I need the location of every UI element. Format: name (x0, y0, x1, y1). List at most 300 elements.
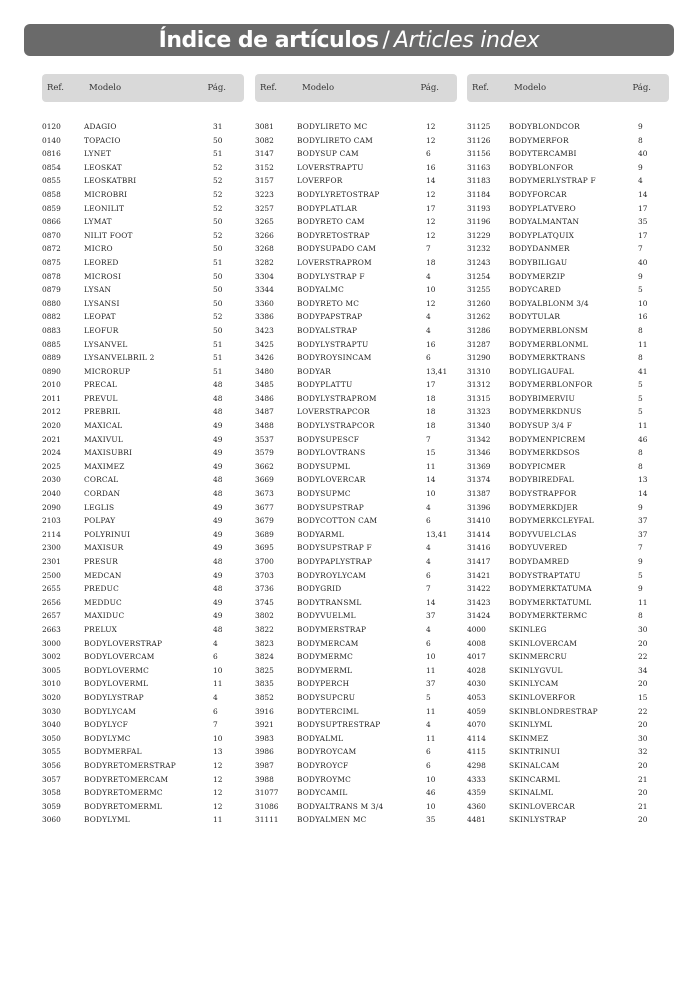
index-row (467, 215, 669, 229)
model-cell: BODYBIMERVIU (509, 393, 575, 403)
page-cell: 50 (213, 271, 223, 281)
index-row (255, 623, 457, 637)
model-cell: BODYLYMC (84, 733, 131, 743)
model-cell: PRELUX (84, 624, 118, 634)
index-row (467, 338, 669, 352)
ref-cell: 3736 (255, 584, 274, 594)
page-cell: 14 (638, 189, 648, 199)
index-row (467, 732, 669, 746)
index-row (255, 501, 457, 515)
model-cell: BODYMENPICREM (509, 434, 586, 444)
index-row (255, 732, 457, 746)
ref-cell: 3056 (42, 760, 61, 770)
model-cell: MAXIVUL (84, 434, 123, 444)
page-cell: 6 (213, 652, 218, 662)
index-row (42, 541, 244, 555)
index-row (42, 691, 244, 705)
ref-cell: 31287 (467, 339, 491, 349)
model-cell: BODYLYCF (84, 720, 128, 730)
model-cell: BODYBIREDFAL (509, 475, 574, 485)
index-row (255, 120, 457, 134)
page-cell: 13 (638, 475, 648, 485)
ref-cell: 31111 (255, 815, 279, 825)
page-cell: 52 (213, 162, 223, 172)
ref-cell: 3059 (42, 801, 61, 811)
ref-cell: 3700 (255, 557, 274, 566)
page-cell: 14 (426, 597, 436, 607)
page-cell: 12 (426, 298, 436, 308)
model-cell: LEOFUR (84, 325, 119, 335)
model-cell: BODYPERCH (297, 679, 350, 689)
header-modelo: Modelo (514, 83, 547, 93)
index-row (42, 664, 244, 678)
index-row (255, 324, 457, 338)
model-cell: BODYSUPML (297, 461, 350, 471)
ref-cell: 0878 (42, 271, 61, 281)
page-cell: 6 (426, 149, 431, 159)
model-cell: BODYCOTTON CAM (297, 516, 378, 526)
page-cell: 4 (213, 692, 218, 702)
page-cell: 5 (638, 380, 643, 390)
page-cell: 37 (426, 679, 436, 689)
index-row (255, 229, 457, 243)
index-row (255, 473, 457, 487)
page-cell: 10 (426, 489, 436, 499)
ref-cell: 31243 (467, 257, 491, 267)
index-row (467, 297, 669, 311)
index-row (255, 569, 457, 583)
page-cell: 6 (426, 570, 431, 580)
index-row (255, 541, 457, 555)
model-cell: PREVUL (84, 393, 118, 403)
model-cell: BODYMERKDSOS (509, 448, 580, 458)
index-row (255, 161, 457, 175)
page-cell: 22 (638, 706, 648, 716)
model-cell: BODYLYSTRAPROM (297, 393, 377, 403)
page-cell: 12 (426, 135, 436, 145)
page-cell: 9 (638, 122, 643, 131)
index-row (255, 705, 457, 719)
index-row (467, 188, 669, 202)
model-cell: LYMAT (84, 217, 112, 227)
index-row (42, 514, 244, 528)
header-ref: Ref. (47, 83, 64, 93)
model-cell: BODYLYML (84, 815, 130, 825)
model-cell: BODYRETOMERSTRAP (84, 760, 176, 770)
index-row (255, 609, 457, 623)
ref-cell: 3916 (255, 706, 274, 716)
model-cell: BODYMERFAL (84, 747, 142, 757)
page-cell: 5 (638, 393, 643, 403)
page-cell: 12 (426, 230, 436, 240)
model-cell: BODYLYRETOSTRAP (297, 189, 380, 199)
ref-cell: 31342 (467, 434, 491, 444)
model-cell: BODYCAMIL (297, 788, 348, 798)
page-cell: 10 (213, 733, 223, 743)
ref-cell: 3677 (255, 502, 274, 512)
index-row (467, 256, 669, 270)
ref-cell: 3257 (255, 203, 274, 213)
index-column-3 (467, 74, 669, 825)
page-cell: 18 (426, 393, 436, 403)
ref-cell: 0872 (42, 244, 61, 254)
model-cell: BODYDAMRED (509, 557, 570, 566)
page-cell: 12 (426, 189, 436, 199)
index-row (467, 433, 669, 447)
page-cell: 49 (213, 434, 223, 444)
model-cell: SKINTRINUI (509, 747, 560, 757)
page-cell: 5 (638, 285, 643, 295)
page-cell: 11 (426, 665, 436, 675)
model-cell: BODYTERCIML (297, 706, 359, 716)
ref-cell: 31346 (467, 448, 491, 458)
page-cell: 49 (213, 502, 223, 512)
index-row (467, 745, 669, 759)
model-cell: LOVERSTRAPCOR (297, 407, 370, 417)
index-row (255, 460, 457, 474)
index-row (255, 650, 457, 664)
ref-cell: 0140 (42, 135, 61, 145)
ref-cell: 3152 (255, 162, 274, 172)
page-cell: 10 (213, 665, 223, 675)
index-row (467, 623, 669, 637)
index-row (42, 147, 244, 161)
index-row (42, 338, 244, 352)
ref-cell: 31232 (467, 244, 491, 254)
ref-cell: 2025 (42, 461, 61, 471)
page-cell: 51 (213, 339, 223, 349)
index-row (42, 637, 244, 651)
ref-cell: 31374 (467, 475, 491, 485)
page-cell: 50 (213, 135, 223, 145)
ref-cell: 3822 (255, 624, 274, 634)
page-cell: 4 (426, 271, 431, 281)
page-cell: 9 (638, 162, 643, 172)
title-separator: / (382, 27, 390, 53)
model-cell: BODYTRANSML (297, 597, 362, 607)
ref-cell: 31290 (467, 353, 491, 363)
page-cell: 7 (426, 244, 431, 254)
ref-cell: 31196 (467, 217, 491, 227)
page-cell: 4 (426, 624, 431, 634)
page-cell: 52 (213, 312, 223, 322)
index-row (42, 297, 244, 311)
page-cell: 49 (213, 570, 223, 580)
page-cell: 51 (213, 366, 223, 376)
model-cell: BODYALMANTAN (509, 217, 580, 227)
model-cell: SKINLEG (509, 624, 547, 634)
ref-cell: 31126 (467, 135, 491, 145)
title-spanish: Índice de artículos (158, 27, 379, 53)
ref-cell: 31229 (467, 230, 491, 240)
model-cell: LOVERSTRAPROM (297, 257, 372, 267)
ref-cell: 0858 (42, 189, 61, 199)
page-cell: 17 (638, 230, 648, 240)
model-cell: MAXISUR (84, 543, 124, 553)
model-cell: BODYMERKDNUS (509, 407, 582, 417)
page-cell: 31 (213, 122, 223, 131)
ref-cell: 3282 (255, 257, 274, 267)
model-cell: BODYMERKDJER (509, 502, 578, 512)
ref-cell: 4115 (467, 747, 486, 757)
ref-cell: 4360 (467, 801, 486, 811)
rows-list (467, 120, 669, 827)
model-cell: BODYPLATTU (297, 380, 353, 390)
model-cell: BODYLYSTRAPTU (297, 339, 369, 349)
page-cell: 11 (638, 597, 648, 607)
index-row (255, 297, 457, 311)
model-cell: LOVERSTRAPTU (297, 162, 364, 172)
ref-cell: 3485 (255, 380, 274, 390)
index-row (255, 677, 457, 691)
ref-cell: 4008 (467, 638, 486, 648)
page-cell: 20 (638, 638, 648, 648)
page-cell: 6 (426, 760, 431, 770)
model-cell: BODYSUPESCF (297, 434, 360, 444)
index-row (255, 813, 457, 827)
model-cell: MICRORUP (84, 366, 131, 376)
ref-cell: 0859 (42, 203, 61, 213)
ref-cell: 3030 (42, 706, 61, 716)
model-cell: LYSANSI (84, 298, 120, 308)
ref-cell: 31163 (467, 162, 491, 172)
page-cell: 6 (426, 353, 431, 363)
index-row (467, 609, 669, 623)
page-cell: 4 (638, 176, 643, 186)
model-cell: BODYALTRANS M 3/4 (297, 801, 384, 811)
model-cell: BODYLYCAM (84, 706, 136, 716)
model-cell: SKINLYGVUL (509, 665, 563, 675)
ref-cell: 4028 (467, 665, 486, 675)
index-row (467, 365, 669, 379)
model-cell: LEONILIT (84, 203, 125, 213)
page-cell: 30 (638, 733, 648, 743)
ref-cell: 2300 (42, 543, 61, 553)
ref-cell: 3002 (42, 652, 61, 662)
index-row (255, 147, 457, 161)
ref-cell: 3360 (255, 298, 274, 308)
ref-cell: 3662 (255, 461, 274, 471)
page-cell: 52 (213, 203, 223, 213)
page-cell: 10 (426, 774, 436, 784)
ref-cell: 3425 (255, 339, 274, 349)
index-row (255, 773, 457, 787)
ref-cell: 3921 (255, 720, 274, 730)
ref-cell: 3986 (255, 747, 274, 757)
ref-cell: 3824 (255, 652, 274, 662)
model-cell: BODYMERSTRAP (297, 624, 367, 634)
page-cell: 8 (638, 461, 643, 471)
page-cell: 4 (426, 720, 431, 730)
index-row (255, 188, 457, 202)
ref-cell: 4298 (467, 760, 486, 770)
model-cell: SKINLOVERCAR (509, 801, 576, 811)
page-cell: 49 (213, 543, 223, 553)
index-row (42, 229, 244, 243)
index-row (255, 582, 457, 596)
title-english: Articles index (393, 27, 540, 53)
index-row (255, 256, 457, 270)
rows-list (255, 120, 457, 827)
index-row (255, 555, 457, 569)
model-cell: BODYTULAR (509, 312, 561, 322)
page-cell: 12 (213, 774, 223, 784)
model-cell: LYSANVELBRIL 2 (84, 353, 155, 363)
ref-cell: 2301 (42, 557, 61, 566)
ref-cell: 31310 (467, 366, 491, 376)
ref-cell: 3679 (255, 516, 274, 526)
ref-cell: 3689 (255, 529, 274, 539)
index-row (42, 283, 244, 297)
index-row (255, 338, 457, 352)
page-cell: 11 (426, 733, 436, 743)
page-cell: 16 (426, 162, 436, 172)
page-cell: 12 (213, 788, 223, 798)
page-cell: 50 (213, 325, 223, 335)
model-cell: BODYLOVERCAR (297, 475, 366, 485)
page-cell: 20 (638, 815, 648, 825)
page-cell: 16 (638, 312, 648, 322)
index-row (467, 773, 669, 787)
ref-cell: 4030 (467, 679, 486, 689)
model-cell: BODYBLONDCOR (509, 122, 580, 131)
ref-cell: 2020 (42, 421, 61, 431)
model-cell: BODYFORCAR (509, 189, 567, 199)
ref-cell: 31183 (467, 176, 491, 186)
page-cell: 49 (213, 448, 223, 458)
ref-cell: 31387 (467, 489, 491, 499)
model-cell: BODYLIGAUFAL (509, 366, 574, 376)
model-cell: BODYDANMER (509, 244, 570, 254)
ref-cell: 3266 (255, 230, 274, 240)
page-cell: 7 (638, 543, 643, 553)
page-cell: 11 (638, 339, 648, 349)
model-cell: BODYALMEN MC (297, 815, 367, 825)
page-cell: 49 (213, 529, 223, 539)
ref-cell: 2103 (42, 516, 61, 526)
model-cell: BODYCARED (509, 285, 561, 295)
ref-cell: 4059 (467, 706, 486, 716)
model-cell: MICRO (84, 244, 113, 254)
index-row (42, 745, 244, 759)
page-cell: 17 (426, 203, 436, 213)
page-cell: 7 (426, 584, 431, 594)
index-row (467, 677, 669, 691)
ref-cell: 3082 (255, 135, 274, 145)
index-row (255, 270, 457, 284)
page-cell: 9 (638, 271, 643, 281)
index-row (42, 392, 244, 406)
model-cell: BODYMERML (297, 665, 353, 675)
ref-cell: 3147 (255, 149, 274, 159)
model-cell: BODYBILIGAU (509, 257, 568, 267)
index-row (42, 487, 244, 501)
ref-cell: 0855 (42, 176, 61, 186)
page-cell: 16 (426, 339, 436, 349)
ref-cell: 31416 (467, 543, 491, 553)
index-row (42, 202, 244, 216)
ref-cell: 4359 (467, 788, 486, 798)
ref-cell: 4017 (467, 652, 486, 662)
ref-cell: 31414 (467, 529, 491, 539)
page-cell: 4 (426, 312, 431, 322)
model-cell: BODYSUPSTRAP F (297, 543, 372, 553)
ref-cell: 3055 (42, 747, 61, 757)
ref-cell: 3673 (255, 489, 274, 499)
ref-cell: 31423 (467, 597, 491, 607)
model-cell: BODYALMC (297, 285, 344, 295)
ref-cell: 3265 (255, 217, 274, 227)
index-row (467, 528, 669, 542)
index-row (42, 134, 244, 148)
index-row (42, 582, 244, 596)
model-cell: SKINLOVERFOR (509, 692, 576, 702)
model-cell: BODYLOVERCAM (84, 652, 155, 662)
model-cell: MEDDUC (84, 597, 122, 607)
ref-cell: 3488 (255, 421, 274, 431)
model-cell: BODYLYSTRAP F (297, 271, 365, 281)
model-cell: BODYMERLYSTRAP F (509, 176, 596, 186)
ref-cell: 3344 (255, 285, 274, 295)
ref-cell: 3423 (255, 325, 274, 335)
page-cell: 51 (213, 353, 223, 363)
page-cell: 10 (426, 285, 436, 295)
index-row (42, 800, 244, 814)
page-cell: 7 (213, 720, 218, 730)
model-cell: CORDAN (84, 489, 121, 499)
page-cell: 11 (638, 421, 648, 431)
ref-cell: 3223 (255, 189, 274, 199)
page-cell: 35 (638, 217, 648, 227)
page-cell: 14 (426, 475, 436, 485)
page-cell: 35 (426, 815, 436, 825)
index-row (42, 120, 244, 134)
index-row (255, 202, 457, 216)
ref-cell: 31424 (467, 611, 491, 621)
index-row (467, 120, 669, 134)
page-cell: 21 (638, 801, 648, 811)
model-cell: BODYVUELML (297, 611, 356, 621)
ref-cell: 4053 (467, 692, 486, 702)
model-cell: SKINLYML (509, 720, 553, 730)
index-row (255, 365, 457, 379)
index-row (255, 745, 457, 759)
ref-cell: 31260 (467, 298, 491, 308)
index-row (42, 188, 244, 202)
page-cell: 48 (213, 624, 223, 634)
index-row (467, 446, 669, 460)
page-cell: 51 (213, 149, 223, 159)
ref-cell: 31255 (467, 285, 491, 295)
page-cell: 8 (638, 135, 643, 145)
model-cell: BODYLIRETO CAM (297, 135, 373, 145)
model-cell: LEGLIS (84, 502, 115, 512)
ref-cell: 2021 (42, 434, 61, 444)
model-cell: SKINALCAM (509, 760, 560, 770)
page-cell: 52 (213, 230, 223, 240)
ref-cell: 31422 (467, 584, 491, 594)
index-row (467, 664, 669, 678)
ref-cell: 4481 (467, 815, 486, 825)
index-row (42, 528, 244, 542)
page-cell: 14 (426, 176, 436, 186)
index-row (467, 569, 669, 583)
page-cell: 17 (426, 380, 436, 390)
index-row (467, 242, 669, 256)
ref-cell: 31417 (467, 557, 491, 566)
model-cell: PREBRIL (84, 407, 121, 417)
model-cell: BODYMERFOR (509, 135, 569, 145)
